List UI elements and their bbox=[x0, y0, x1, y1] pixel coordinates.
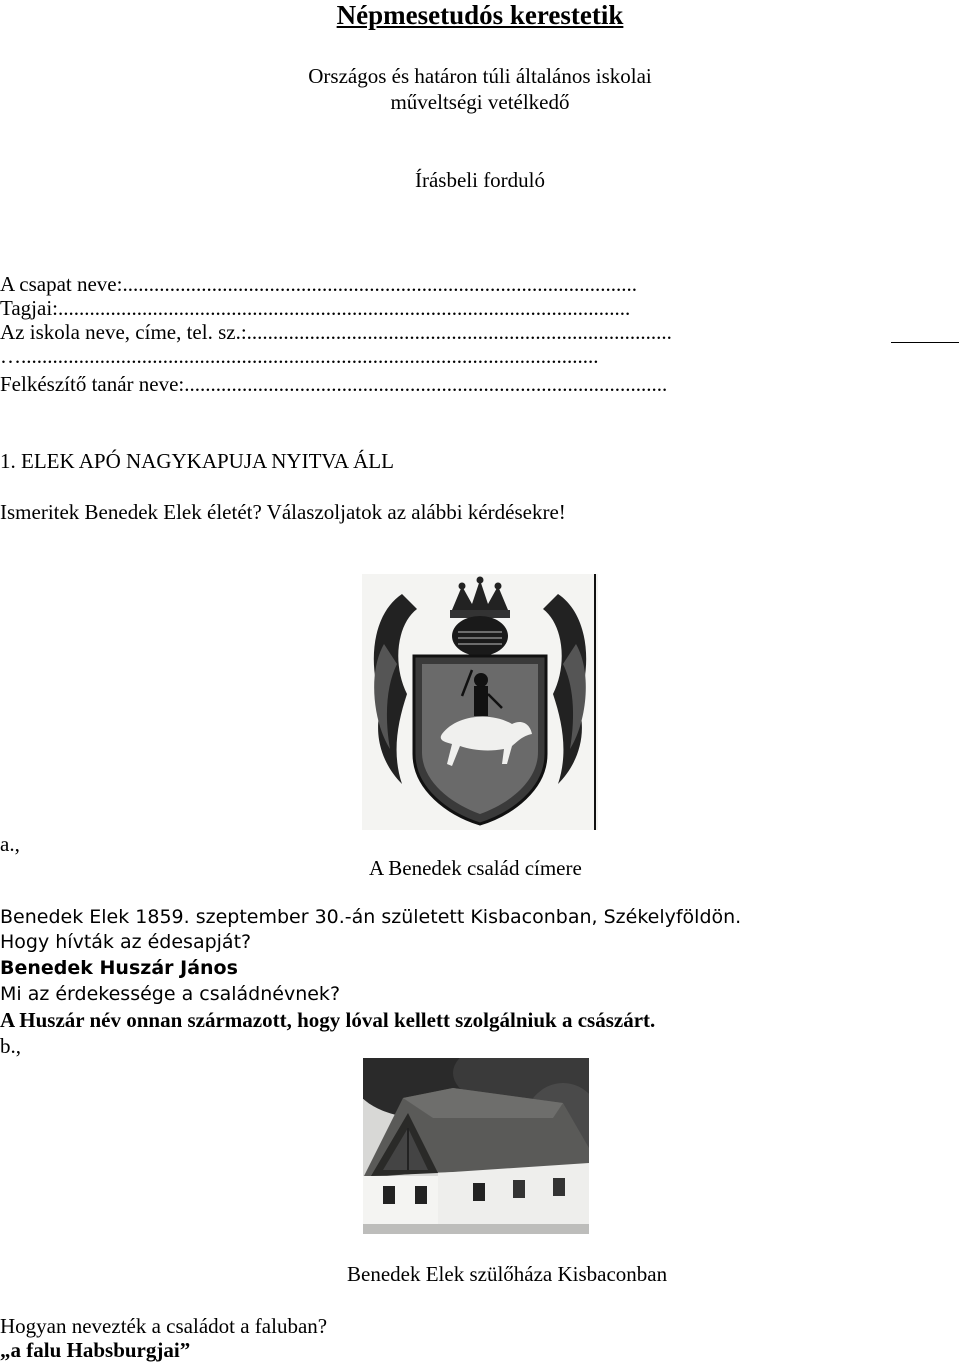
birth-house-photo bbox=[363, 1058, 589, 1234]
section-intro: Ismeritek Benedek Elek életét? Válaszoljatok az alábbi kérdésekre! bbox=[0, 500, 566, 524]
subtitle-line-2: műveltségi vetélkedő bbox=[390, 90, 570, 114]
coat-of-arms-image bbox=[362, 574, 598, 830]
underline-rule bbox=[891, 342, 959, 343]
school-field-continued[interactable]: ….............................................................................................................. bbox=[0, 344, 599, 368]
house-caption: Benedek Elek szülőháza Kisbaconban bbox=[347, 1262, 668, 1286]
coat-of-arms-illustration bbox=[362, 574, 598, 830]
part-b-label: b., bbox=[0, 1034, 21, 1058]
team-members-field[interactable]: Tagjai:............................................................................................................. bbox=[0, 296, 631, 320]
question-father: Hogy hívták az édesapját? bbox=[0, 931, 252, 953]
coat-of-arms-caption: A Benedek család címere bbox=[369, 856, 582, 880]
answer-father: Benedek Huszár János bbox=[0, 957, 238, 979]
house-image bbox=[363, 1058, 589, 1234]
teacher-name-field[interactable]: Felkészítő tanár neve:............................................................................................ bbox=[0, 372, 668, 396]
round-name: Írásbeli forduló bbox=[414, 168, 546, 192]
question-family-name: Mi az érdekessége a családnévnek? bbox=[0, 983, 341, 1005]
answer-village: „a falu Habsburgjai” bbox=[0, 1338, 191, 1362]
biography-fact: Benedek Elek 1859. szeptember 30.-án született Kisbaconban, Székelyföldön. bbox=[0, 906, 742, 928]
school-field[interactable]: Az iskola neve, címe, tel. sz.:................................................................................. bbox=[0, 320, 672, 344]
subtitle-line-1: Országos és határon túli általános iskolai bbox=[308, 64, 652, 88]
question-village: Hogyan nevezték a családot a faluban? bbox=[0, 1314, 328, 1338]
answer-family-name: A Huszár név onnan származott, hogy lóval kellett szolgálniuk a császárt. bbox=[0, 1008, 656, 1032]
page-title: Népmesetudós kerestetik bbox=[336, 0, 624, 30]
team-name-field[interactable]: A csapat neve:.................................................................................................. bbox=[0, 272, 637, 296]
section-heading: 1. ELEK APÓ NAGYKAPUJA NYITVA ÁLL bbox=[0, 449, 394, 473]
part-a-label: a., bbox=[0, 832, 20, 856]
